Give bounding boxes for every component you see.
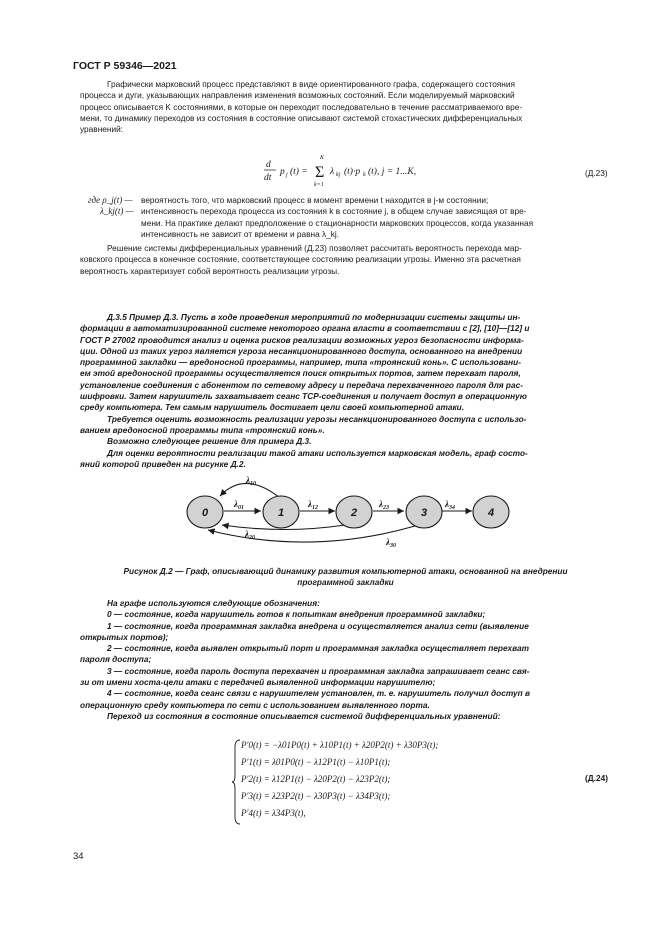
where-list bbox=[88, 195, 616, 240]
svg-text:(t)·p: (t)·p bbox=[344, 167, 361, 177]
text-line: ции. Одной из таких угроз является угроза несанкционированного доступа, основанного на внедрении bbox=[80, 345, 523, 356]
where-text: интенсивность не зависит от времени и равна λ_kj. bbox=[141, 228, 340, 239]
svg-text:p: p bbox=[280, 167, 285, 177]
svg-text:Σ: Σ bbox=[315, 164, 325, 181]
solution-paragraph bbox=[80, 243, 615, 277]
svg-text:j: j bbox=[286, 172, 288, 178]
equation-number-d23: (Д.23) bbox=[585, 168, 608, 178]
equation-number-d24: (Д.24) bbox=[585, 773, 608, 783]
text-line: мени, то динамику переходов из состояния в состояние описывают системой стохастических дифференциальных bbox=[80, 112, 523, 123]
state-node-0 bbox=[187, 496, 223, 528]
system-equation: P′1(t) = λ01P0(t) − λ12P1(t) − λ10P1(t); bbox=[241, 757, 391, 767]
svg-text:k: k bbox=[363, 172, 366, 178]
text-line: ковского процесса в конечное состояние, соответствующее состоянию реализации угрозы. Именно эта расчетная bbox=[80, 254, 521, 265]
text-line: Графически марковский процесс представляют в виде ориентированного графа, содержащего состояния bbox=[107, 79, 516, 89]
state-node-3 bbox=[406, 496, 442, 528]
text-line: процесс описывается K состояниями, в которые он переходит последовательно в течение рассматриваемого вре- bbox=[80, 101, 523, 112]
state-node-1 bbox=[263, 496, 299, 528]
markov-graph-svg bbox=[170, 468, 510, 548]
formula-d23 bbox=[262, 153, 512, 189]
figure-caption bbox=[73, 566, 618, 589]
svg-text:dt: dt bbox=[264, 173, 272, 183]
system-equation: P′4(t) = λ34P3(t), bbox=[241, 808, 306, 818]
svg-text:K: K bbox=[320, 155, 325, 161]
state-label: 2 bbox=[350, 507, 358, 519]
equation-system-d24 bbox=[232, 739, 492, 825]
text-line: Возможно следующее решение для примера Д.3. bbox=[107, 436, 312, 447]
text-line: операционную среду компьютера по сети с использованием выявленного порта. bbox=[80, 699, 430, 710]
text-line: 2 — состояние, когда выявлен открытый порт и программная закладка осуществляет перехват bbox=[107, 643, 530, 654]
text-line: зи от имени хоста-цели атаки с передачей выявленной информации нарушителю; bbox=[80, 677, 436, 688]
text-line: уравнений: bbox=[80, 124, 124, 135]
where-symbol: λ_kj(t) — bbox=[100, 206, 134, 217]
where-symbol: где ρ_j(t) — bbox=[88, 195, 133, 205]
edge-label-l30: $\lambda_{30}$ bbox=[386, 537, 396, 548]
text-line: ГОСТ Р 27002 проводится анализ и оценка рисков реализации возможных угроз безопасности информа- bbox=[80, 334, 524, 345]
text-line: среду компьютера. Тем самым нарушитель достигает цели своей компьютерной атаки. bbox=[80, 402, 465, 413]
text-line: Переход из состояния в состояние описывается системой дифференциальных уравнений: bbox=[107, 710, 501, 721]
state-label: 1 bbox=[277, 507, 285, 519]
text-line: открытых портов); bbox=[80, 631, 169, 642]
text-line: вероятность характеризует собой вероятность реализации угрозы. bbox=[80, 265, 340, 276]
text-line: формации в автоматизированной системе некоторого органа власти в соответствии с [2], [10]—[12] и bbox=[80, 323, 530, 334]
edge-label-l10: $\lambda_{10}$ bbox=[246, 475, 256, 487]
svg-text:k=1: k=1 bbox=[314, 182, 324, 188]
document-header: ГОСТ Р 59346—2021 bbox=[73, 60, 177, 72]
text-line: установление соединения с абонентом по сетевому адресу и передача перехваченного пароля для рас- bbox=[80, 379, 523, 390]
intro-paragraph bbox=[80, 79, 615, 135]
edge-label-l01: $\lambda_{01}$ bbox=[234, 499, 244, 511]
system-equation: P′2(t) = λ12P1(t) − λ20P2(t) − λ23P2(t); bbox=[241, 774, 391, 784]
text-line: яний которой приведен на рисунке Д.2. bbox=[80, 458, 246, 469]
caption-line: программной закладки bbox=[297, 577, 394, 588]
markov-graph-figure bbox=[170, 468, 510, 548]
system-equation: P′0(t) = −λ01P0(t) + λ10P1(t) + λ20P2(t) + λ30P3(t); bbox=[241, 740, 439, 750]
caption-line: Рисунок Д.2 — Граф, описывающий динамику развития компьютерной атаки, основанной на внедрении bbox=[123, 566, 568, 576]
edge-label-l34: $\lambda_{34}$ bbox=[445, 499, 455, 511]
svg-text:λ: λ bbox=[330, 167, 335, 177]
system-equation: P′3(t) = λ23P2(t) − λ30P3(t) − λ34P3(t); bbox=[241, 791, 391, 801]
state-label: 0 bbox=[201, 507, 209, 519]
text-line: 1 — состояние, когда программная закладка внедрена и осуществляется анализ сети (выявление bbox=[107, 620, 529, 631]
example-paragraph bbox=[80, 312, 615, 470]
text-line: 0 — состояние, когда нарушитель готов к попыткам внедрения программной закладки; bbox=[107, 609, 486, 620]
formula-d23-graphic bbox=[262, 153, 512, 189]
text-line: 3 — состояние, когда пароль доступа перехвачен и программная закладка запрашивает сеанс свя- bbox=[107, 665, 530, 676]
text-line: программной закладки — вредоносной программы, например, типа «троянский конь». С использовани- bbox=[80, 357, 521, 368]
svg-text:kj: kj bbox=[336, 172, 341, 178]
where-text: вероятность того, что марковский процесс в момент времени t находится в j-м состоянии; bbox=[141, 195, 489, 205]
where-text: мени. На практике делают предположение о стационарности марковских процессов, когда указанная bbox=[141, 217, 534, 228]
text-line: пароля доступа; bbox=[80, 654, 152, 665]
text-line: Требуется оценить возможность реализации угрозы несанкционированного доступа с использо- bbox=[107, 413, 527, 424]
legend-paragraph bbox=[80, 598, 615, 722]
text-line: Д.3.5 Пример Д.3. Пусть в ходе проведения мероприятий по модернизации системы защиты ин- bbox=[107, 312, 521, 322]
svg-text:(t) =: (t) = bbox=[290, 167, 308, 177]
edge-label-l20: $\lambda_{20}$ bbox=[245, 529, 255, 541]
text-line: Решение системы дифференциальных уравнений (Д.23) позволяет рассчитать вероятность перехода мар- bbox=[107, 243, 522, 253]
state-node-2 bbox=[336, 496, 372, 528]
svg-text:(t), j = 1...K,: (t), j = 1...K, bbox=[368, 167, 417, 177]
state-label: 3 bbox=[420, 507, 428, 519]
edge-label-l23: $\lambda_{23}$ bbox=[379, 499, 389, 511]
state-node-4 bbox=[473, 496, 509, 528]
edge-label-l12: $\lambda_{12}$ bbox=[308, 499, 318, 511]
state-label: 4 bbox=[487, 507, 495, 519]
text-line: шифровки. Затем нарушитель захватывает сеанс TCP-соединения и получает доступ в операционную bbox=[80, 391, 527, 402]
page-number: 34 bbox=[73, 851, 84, 862]
text-line: ем этой вредоносной программы осуществляется поиск открытых портов, затем перехват пароля, bbox=[80, 368, 521, 379]
text-line: процесса и дуги, указывающих направления изменения возможных состояний. Если моделируемый марковский bbox=[80, 90, 515, 101]
text-line: Для оценки вероятности реализации такой атаки используется марковская модель, граф состо- bbox=[107, 447, 528, 458]
text-line: На графе используются следующие обозначения: bbox=[107, 598, 320, 608]
text-line: ванием вредоносной программы типа «троянский конь». bbox=[80, 424, 325, 435]
where-text: интенсивность перехода процесса из состояния k в состояние j, в общем случае зависящая от вре- bbox=[141, 206, 527, 217]
text-line: 4 — состояние, когда сеанс связи с нарушителем установлен, т. е. нарушитель получил доступ в bbox=[107, 688, 530, 699]
svg-text:d: d bbox=[266, 160, 271, 170]
